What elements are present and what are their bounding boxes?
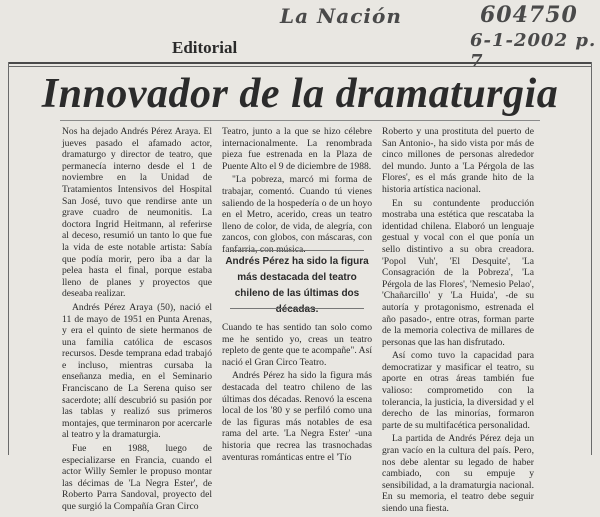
article-column-2-bottom — [222, 322, 372, 465]
pull-quote: Andrés Pérez ha sido la figura más destacada del teatro chileno de las últimas dos décadas. — [225, 256, 369, 315]
frame-left-border — [8, 62, 9, 455]
section-label: Editorial — [172, 38, 238, 57]
paragraph: Así como tuvo la capacidad para democratizar y masificar el teatro, su aporte en otras áreas también fue valioso: comprometido con la tolerancia, la justicia, la diversidad y el derecho de las minorías, formaron parte de su multifacética personalidad. — [382, 350, 534, 431]
frame-right-border — [591, 62, 592, 455]
pull-quote-rule-top — [230, 250, 364, 251]
paragraph: Cuando te has sentido tan solo como me he sentido yo, creas un teatro repleto de gente que te acompañe". Así nació el Gran Circo Teatro. — [222, 322, 372, 368]
paragraph: Roberto y una prostituta del puerto de San Antonio-, ha sido vista por más de cinco millones de personas alrededor del mundo. Junto a 'La Pérgola de las Flores', es el más grande hito de la historia artística nacional. — [382, 126, 534, 195]
paragraph: Andrés Pérez Araya (50), nació el 11 de mayo de 1951 en Punta Arenas, y era el quinto de siete hermanos de una familia católica de escasos recursos. Desde temprana edad trabajó e incluso, mientras cursaba la enseñanza media, en el Seminario Franciscano de La Serena quiso ser sacerdote; allí descubrió su pasión por las tablas y realizó sus primeros montajes, que terminaron por acercarle al teatro y la dramaturgia. — [62, 301, 212, 441]
paragraph: En su contundente producción mostraba una estética que rescataba la identidad chilena. Elaboró un lenguaje gestual y vocal con el que ponía un sello distintivo a su obra creadora. 'Popol Vuh', 'El Desquite', 'La Consagración de la Pobreza', 'La Pérgola de las Flores', 'Nemesio Pelao', 'Chañarcillo' y 'La Huida', -de su autoría y protagonismo, estrenada el año pasado-, entre otras, forman parte de la memoria colectiva de millares de personas que las han disfrutado. — [382, 197, 534, 348]
handwritten-date: 6-1-2002 p. 7 — [470, 30, 597, 72]
paragraph: Andrés Pérez ha sido la figura más destacada del teatro chileno de las últimas dos décadas. Renovó la escena local de los '80 y se perfiló como una de las figuras más notables de esa rama del arte. 'La Negra Ester' -una historia que recrea las trasnochadas aventuras románticas entre el 'Tío — [222, 370, 372, 463]
article-column-2-top — [222, 126, 372, 258]
paragraph: Nos ha dejado Andrés Pérez Araya. El jueves pasado el afamado actor, dramaturgo y director de teatro, que permanecía interno desde el 1 de noviembre en la Unidad de Tratamientos Intensivos del Hospital San José, tuvo que rendirse ante un grave cuadro de neumonitis. La doctora Ingrid Heitmann, al referirse al deceso, resumió un tanto lo que fue la vida de este notable artista: Sabía que podía morir, pero iba a dar la pelea hasta el final, porque estaba lleno de planes y proyectos que deseaba realizar. — [62, 126, 212, 300]
pull-quote-rule-bottom — [230, 308, 364, 309]
article-column-3 — [382, 126, 534, 517]
paragraph: "La pobreza, marcó mi forma de trabajar, comentó. Cuando tú vienes saliendo de la hospedería o de un hoyo en el Metro, acerido, creas un teatro lleno de color, de vida, de alegría, con zancos, con globos, con máscaras, con fanfarria, con música. — [222, 174, 372, 255]
paragraph: Fue en 1988, luego de especializarse en Francia, cuando el actor Willy Semler le propuso montar las décimas de 'La Negra Ester', de Roberto Parra Sandoval, proyecto del que surgió la Compañía Gran Circo — [62, 443, 212, 512]
handwritten-id-number: 604750 — [480, 2, 578, 28]
headline: Innovador de la dramaturgia — [41, 71, 559, 117]
handwritten-paper-name: La Nación — [280, 4, 402, 28]
article-column-1 — [62, 126, 212, 515]
top-rule-thin — [8, 66, 592, 67]
paragraph: La partida de Andrés Pérez deja un gran vacío en la cultura del país. Pero, nos debe alentar su legado de haber cambiado, con su empuje y sensibilidad, a la dramaturgia nacional. En su memoria, el teatro debe seguir siendo una fiesta. — [382, 433, 534, 514]
headline-rule — [60, 120, 540, 121]
top-rule — [8, 62, 592, 64]
paragraph: Teatro, junto a la que se hizo célebre internacionalmente. La renombrada pieza fue estrenada en la Plaza de Puente Alto el 9 de diciembre de 1988. — [222, 126, 372, 172]
